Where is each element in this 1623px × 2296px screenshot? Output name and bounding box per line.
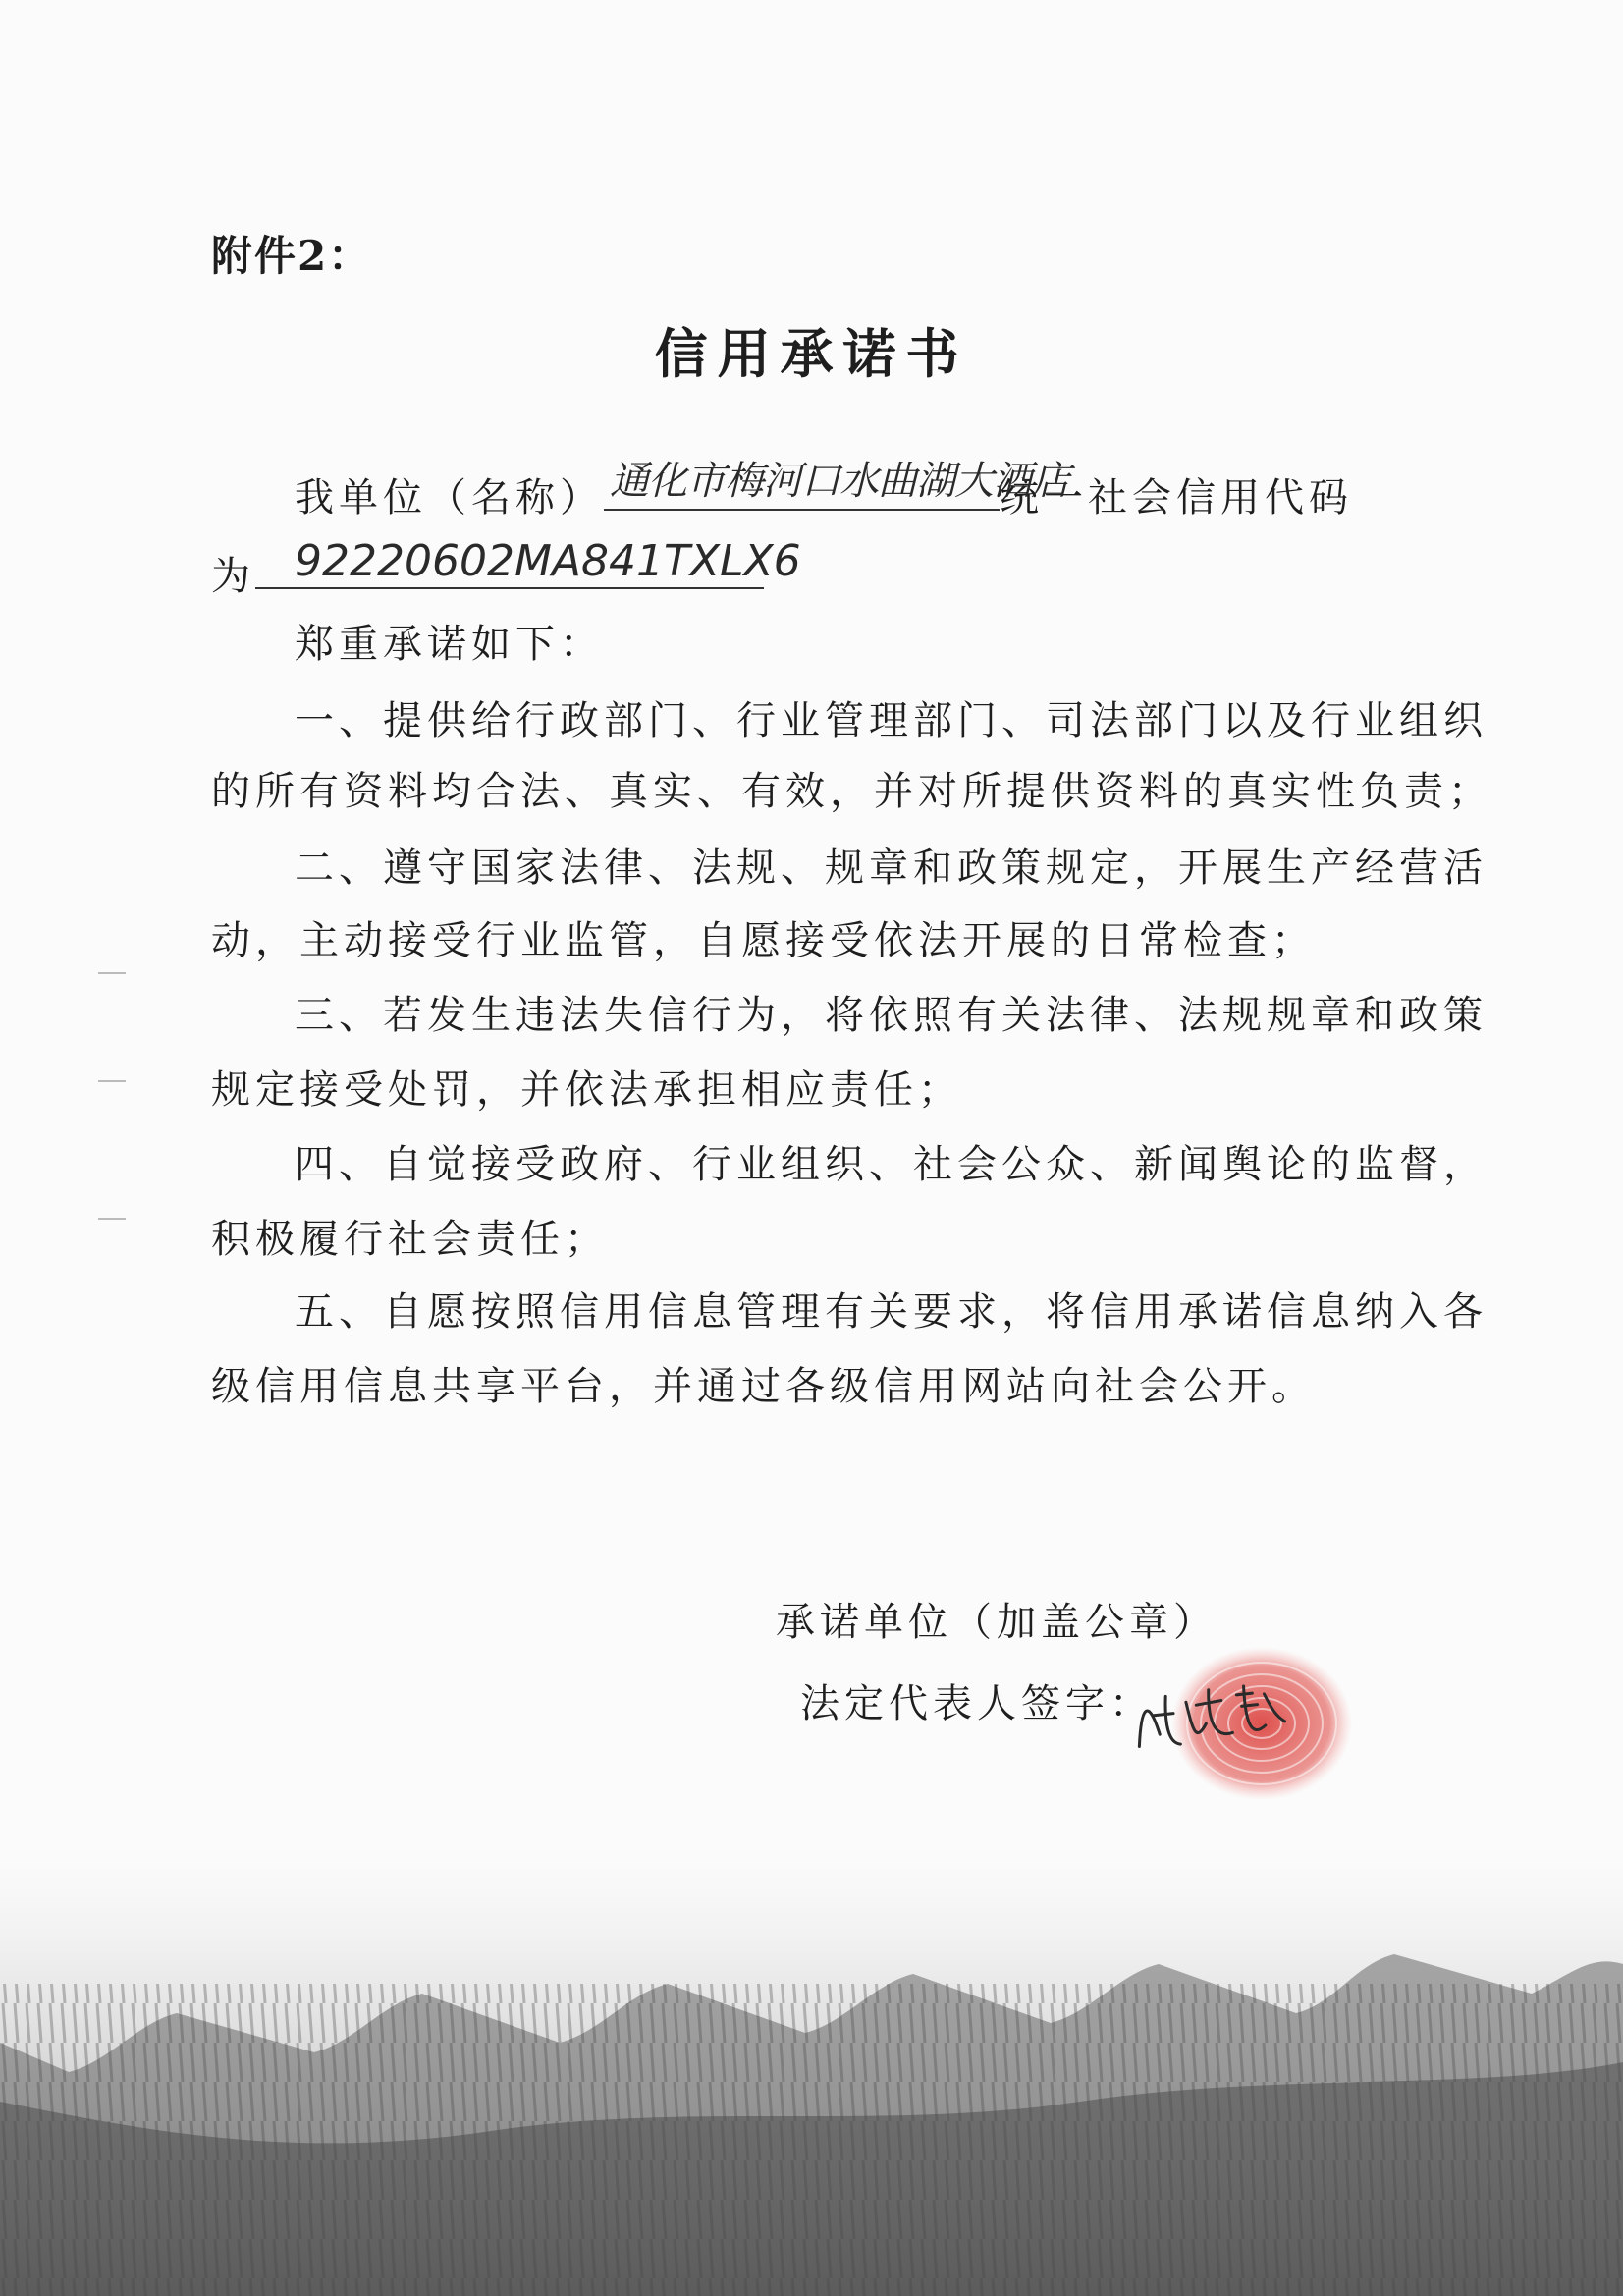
scan-margin-mark (98, 972, 126, 974)
scan-margin-mark (98, 1080, 126, 1082)
intro-wei: 为 (211, 554, 255, 599)
intro-after-name: 统一社会信用代码 (1000, 475, 1353, 520)
item-2-line-2: 动，主动接受行业监管，自愿接受依法开展的日常检查； (211, 918, 1316, 963)
company-name-handwritten: 通化市梅河口水曲湖大酒店 (610, 459, 1069, 504)
committing-unit-label: 承诺单位（加盖公章） (776, 1600, 1217, 1645)
item-5-line-1: 五、自愿按照信用信息管理有关要求，将信用承诺信息纳入各 (295, 1289, 1488, 1335)
item-3-line-1: 三、若发生违法失信行为，将依照有关法律、法规规章和政策 (295, 993, 1488, 1038)
item-2-line-1: 二、遵守国家法律、法规、规章和政策规定，开展生产经营活 (295, 846, 1488, 891)
solemn-statement: 郑重承诺如下： (295, 622, 604, 667)
intro-line-1 (295, 460, 1353, 525)
scan-margin-mark (98, 1218, 126, 1220)
document-title: 信用承诺书 (654, 322, 969, 385)
item-4-line-2: 积极履行社会责任； (211, 1217, 609, 1262)
credit-code-field (255, 536, 801, 589)
intro-line-2 (211, 536, 801, 604)
item-1-line-1: 一、提供给行政部门、行业管理部门、司法部门以及行业组织 (295, 698, 1488, 743)
credit-code-handwritten: 92220602MA841TXLX6 (295, 536, 801, 586)
item-1-line-2: 的所有资料均合法、真实、有效，并对所提供资料的真实性负责； (211, 769, 1492, 814)
company-name-field (604, 459, 1069, 511)
intro-prefix: 我单位（名称） (295, 475, 604, 520)
legal-rep-signature (1124, 1661, 1311, 1779)
handwritten-signature-icon (1124, 1661, 1309, 1767)
item-4-line-1: 四、自觉接受政府、行业组织、社会公众、新闻舆论的监督， (295, 1142, 1488, 1187)
item-5-line-2: 级信用信息共享平台，并通过各级信用网站向社会公开。 (211, 1364, 1316, 1409)
item-3-line-2: 规定接受处罚，并依法承担相应责任； (211, 1067, 962, 1113)
decorative-background-pattern (0, 1846, 1623, 2296)
legal-rep-label: 法定代表人签字： (800, 1681, 1154, 1726)
attachment-label: 附件2： (211, 232, 372, 280)
